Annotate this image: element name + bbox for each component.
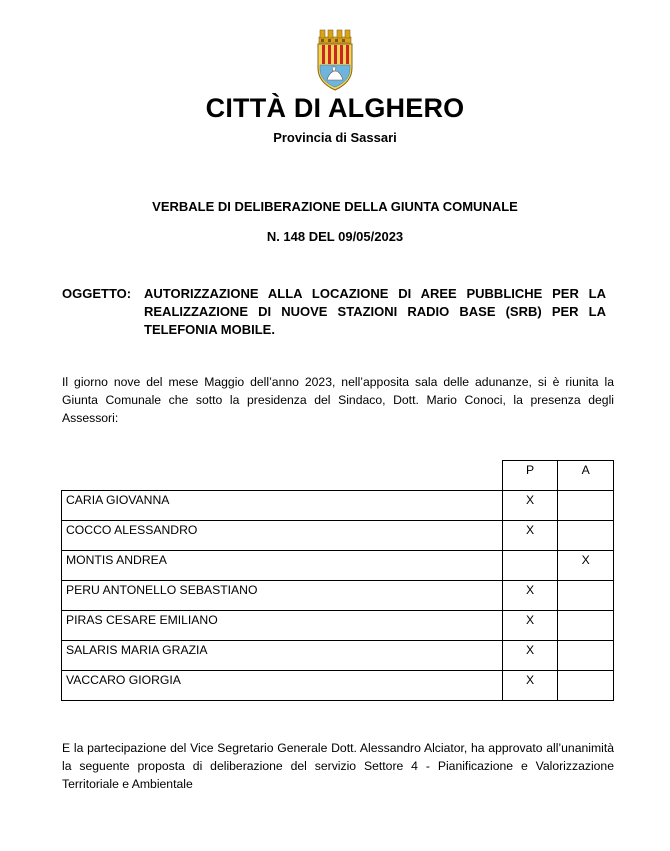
present-mark: X xyxy=(502,581,558,611)
subject-text: AUTORIZZAZIONE ALLA LOCAZIONE DI AREE PUBBLICHE PER LA REALIZZAZIONE DI NUOVE STAZIONI RADIO BASE (SRB) PER LA TELEFONIA MOBILE. xyxy=(144,286,606,337)
assessor-name: VACCARO GIORGIA xyxy=(62,671,503,701)
present-mark: X xyxy=(502,671,558,701)
present-mark xyxy=(502,551,558,581)
present-mark: X xyxy=(502,491,558,521)
table-row xyxy=(62,671,614,701)
assessor-name: PERU ANTONELLO SEBASTIANO xyxy=(62,581,503,611)
present-mark: X xyxy=(502,611,558,641)
shield-icon xyxy=(318,44,352,90)
subject-label: OGGETTO: xyxy=(62,286,132,301)
city-crest-emblem xyxy=(311,28,359,92)
closing-paragraph: E la partecipazione del Vice Segretario Generale Dott. Alessandro Alciator, ha approvato all’unanimità la seguente proposta di deliberazione del servizio Settore 4 - Pianificazione e Valorizzazione Territoriale e Ambientale xyxy=(62,741,614,791)
intro-paragraph: Il giorno nove del mese Maggio dell’anno 2023, nell’apposita sala delle adunanze, si è riunita la Giunta Comunale che sotto la presidenza del Sindaco, Dott. Mario Conoci, la presenza degli Assessori: xyxy=(62,375,614,425)
table-row xyxy=(62,581,614,611)
table-row xyxy=(62,491,614,521)
absent-mark xyxy=(558,521,614,551)
table-header-row xyxy=(62,461,614,491)
assessor-name: COCCO ALESSANDRO xyxy=(62,521,503,551)
attendance-table xyxy=(61,460,614,701)
absent-mark xyxy=(558,581,614,611)
assessor-name: MONTIS ANDREA xyxy=(62,551,503,581)
header-absent: A xyxy=(558,461,614,491)
present-mark: X xyxy=(502,641,558,671)
absent-mark: X xyxy=(558,551,614,581)
header-name-cell xyxy=(62,461,503,491)
crown-icon xyxy=(319,30,351,43)
province-subtitle: Provincia di Sassari xyxy=(273,130,397,145)
assessor-name: CARIA GIOVANNA xyxy=(62,491,503,521)
table-row xyxy=(62,551,614,581)
table-row xyxy=(62,641,614,671)
absent-mark xyxy=(558,491,614,521)
assessor-name: SALARIS MARIA GRAZIA xyxy=(62,641,503,671)
document-number: N. 148 DEL 09/05/2023 xyxy=(266,229,404,244)
present-mark: X xyxy=(502,521,558,551)
header-present: P xyxy=(502,461,558,491)
document-title: VERBALE DI DELIBERAZIONE DELLA GIUNTA COMUNALE xyxy=(152,199,518,214)
absent-mark xyxy=(558,611,614,641)
absent-mark xyxy=(558,671,614,701)
absent-mark xyxy=(558,641,614,671)
city-title: CITTÀ DI ALGHERO xyxy=(205,93,465,123)
assessor-name: PIRAS CESARE EMILIANO xyxy=(62,611,503,641)
table-row xyxy=(62,521,614,551)
table-row xyxy=(62,611,614,641)
